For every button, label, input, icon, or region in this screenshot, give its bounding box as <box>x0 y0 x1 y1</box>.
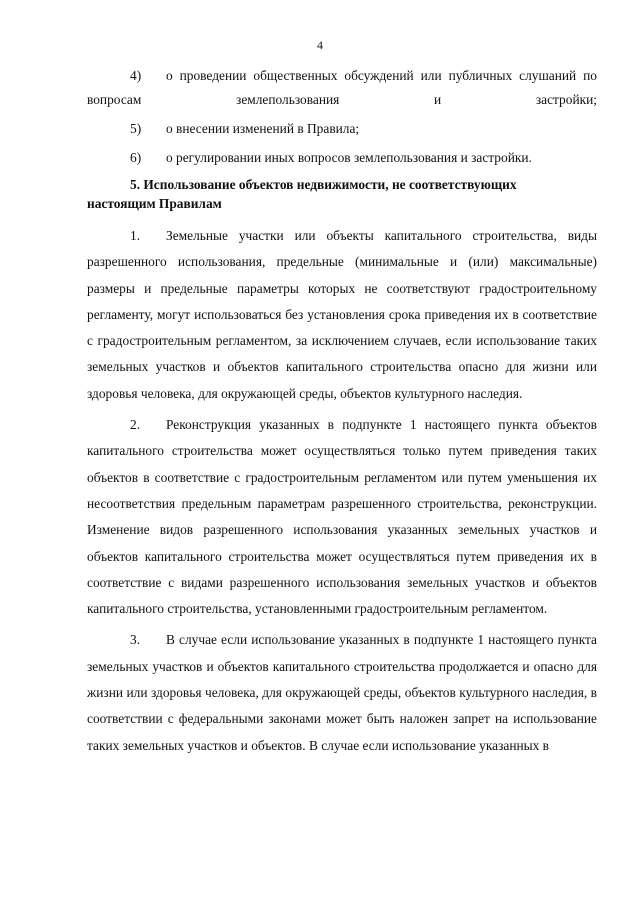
paragraph-number: 2. <box>130 417 141 433</box>
paragraph <box>87 627 597 758</box>
list-item <box>87 117 597 141</box>
document-body <box>87 64 597 767</box>
page-number: 4 <box>317 38 323 52</box>
section-heading: 5. Использование объектов недвижимости, не соответствующих <box>130 177 517 192</box>
list-item-text: о проведении общественных обсуждений или публичных слушаний по вопросам землепользования и застройки; <box>87 68 597 107</box>
paragraph-text: Реконструкция указанных в подпункте 1 настоящего пункта объектов капитального строительства может осуществляться только путем приведения таких объектов в соответствие с градостроительным регламентом или путем уменьшения их несоответствия предельным параметрам разрешенного строительства, реконструкции. Изменение видов разрешенного использования указанных земельных участков и объектов капитального строительства может осуществляться путем приведения их в соответствие с видами разрешенного использования земельных участков и объектов капитального строительства, установленными градостроительным регламентом. <box>87 417 597 617</box>
list-item-text: о регулировании иных вопросов землепользования и застройки. <box>166 150 532 165</box>
list-item-text: о внесении изменений в Правила; <box>166 121 360 136</box>
paragraph <box>87 223 597 407</box>
list-item <box>87 64 597 112</box>
paragraph-text: В случае если использование указанных в подпункте 1 настоящего пункта земельных участков и объектов капитального строительства продолжается и опасно для жизни или здоровья человека, для окружающей среды, объектов культурного наследия, в соответствии с федеральными законами может быть наложен запрет на использование таких земельных участков и объектов. В случае если использование указанных в <box>87 632 597 753</box>
paragraph-number: 1. <box>130 228 141 243</box>
paragraph <box>87 412 597 622</box>
paragraph-number: 3. <box>130 632 141 648</box>
list-item <box>87 146 597 170</box>
section-heading-continuation: настоящим Правилам <box>87 196 222 211</box>
list-item-number: 6) <box>130 150 142 165</box>
paragraph-text: Земельные участки или объекты капитального строительства, виды разрешенного использования, предельные (минимальные и (или) максимальные) размеры и предельные параметры которых не соответствуют градостроительному регламенту, могут использоваться без установления срока приведения их в соответствие с градостроительным регламентом, за исключением случаев, если использование таких земельных участков и объектов капитального строительства опасно для жизни или здоровья человека, для окружающей среды, объектов культурного наследия. <box>87 228 597 401</box>
list-item-number: 4) <box>130 68 142 83</box>
list-item-number: 5) <box>130 121 142 136</box>
